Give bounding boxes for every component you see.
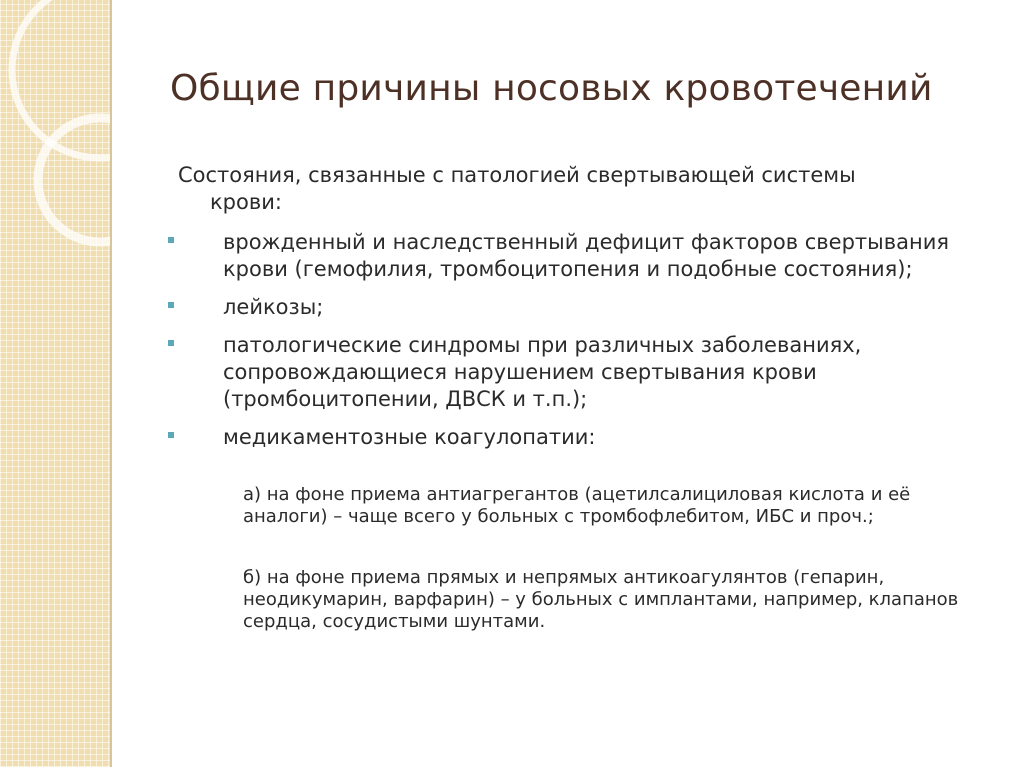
intro-line-2: крови: — [210, 190, 282, 214]
slide-title: Общие причины носовых кровотечений — [170, 68, 933, 109]
list-item-label: врожденный и наследственный дефицит факторов свертывания крови (гемофилия, тромбоцитопения и подобные состояния); — [223, 230, 949, 281]
bullet-list — [168, 229, 968, 462]
intro-text — [178, 162, 968, 216]
sub-item-a: а) на фоне приема антиагрегантов (ацетилсалициловая кислота и её аналоги) – чаще всего у больных с тромбофлебитом, ИБС и проч.; — [243, 484, 911, 527]
square-bullet-icon — [168, 302, 174, 308]
list-item-label: лейкозы; — [223, 295, 324, 319]
list-item-label: патологические синдромы при различных заболеваниях, сопровождающиеся нарушением свертывания крови (тромбоцитопении, ДВСК и т.п.); — [223, 333, 862, 411]
list-item — [168, 424, 968, 451]
sub-item-b: б) на фоне приема прямых и непрямых антикоагулянтов (гепарин, неодикумарин, варфарин) – у больных с имплантами, например, клапанов сердца, сосудистыми шунтами. — [243, 567, 959, 632]
list-item-label: медикаментозные коагулопатии: — [223, 425, 596, 449]
list-item — [168, 294, 968, 321]
list-item — [168, 229, 968, 283]
square-bullet-icon — [168, 340, 174, 346]
list-item — [168, 332, 968, 413]
square-bullet-icon — [168, 237, 174, 243]
square-bullet-icon — [168, 432, 174, 438]
intro-line-1: Состояния, связанные с патологией свертывающей системы — [178, 163, 856, 187]
